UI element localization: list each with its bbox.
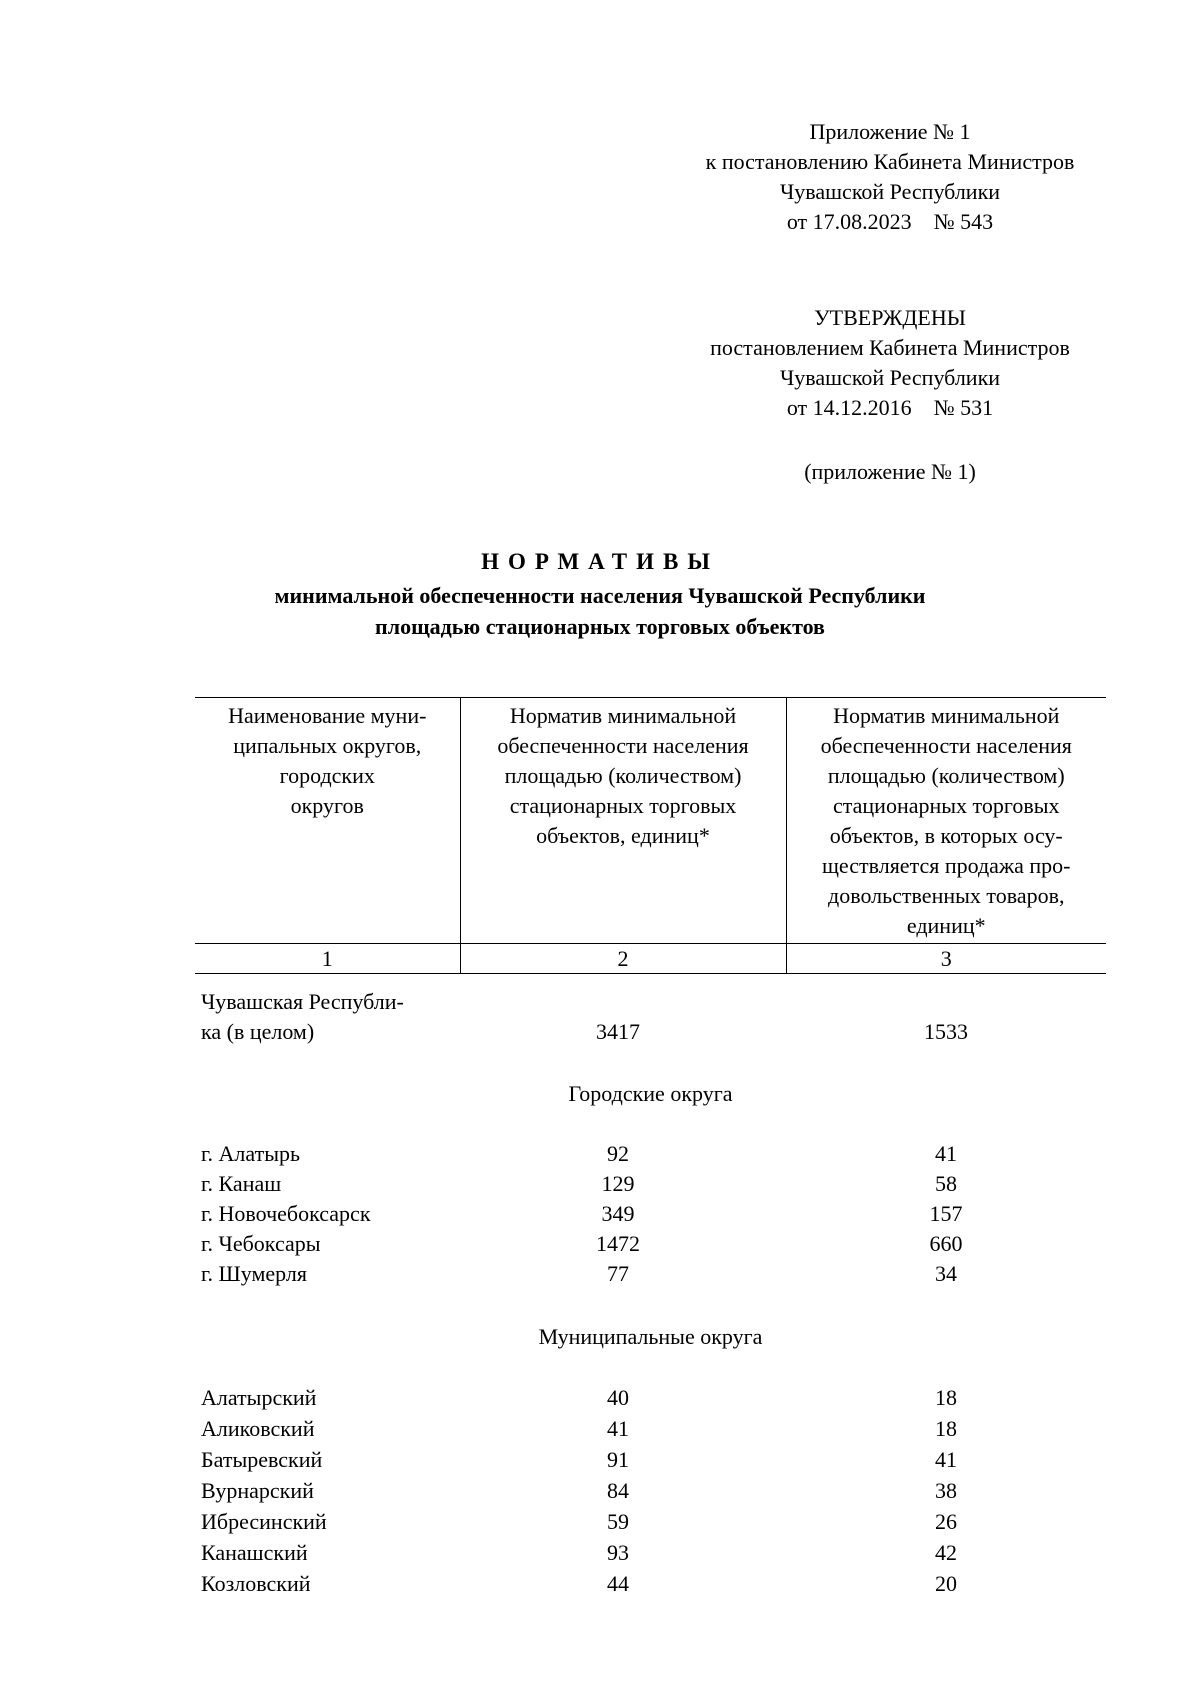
row-name: г. Новочебоксарск <box>201 1201 371 1226</box>
table-row <box>195 1229 1106 1259</box>
approved-line: постановлением Кабинета Министров <box>710 335 1070 360</box>
row-value-total: 1472 <box>596 1231 640 1256</box>
row-value-total: 91 <box>607 1447 629 1472</box>
column-number: 1 <box>195 944 460 974</box>
row-name: Алатырский <box>201 1385 317 1410</box>
row-name: Батыревский <box>201 1447 323 1472</box>
row-name: г. Алатырь <box>201 1141 301 1166</box>
column-header-total-norm: Норматив минимальной обеспеченности населения площадью (количеством) стационарных торговых объектов, единиц* <box>460 698 786 944</box>
row-value-food: 41 <box>935 1447 957 1472</box>
table-row <box>195 1569 1106 1599</box>
row-value-total: 93 <box>607 1540 629 1565</box>
column-header-name: Наименование муни- ципальных округов, городских округов <box>195 698 460 944</box>
appendix-line: Приложение № 1 <box>809 119 971 144</box>
table-row <box>195 1259 1106 1289</box>
row-value-food: 42 <box>935 1540 957 1565</box>
row-value-total: 3417 <box>596 1019 640 1044</box>
row-value-total: 44 <box>607 1571 629 1596</box>
row-value-food: 58 <box>935 1171 957 1196</box>
row-name: Чувашская Республи- <box>201 989 404 1014</box>
subtitle-line: площадью стационарных торговых объектов <box>375 614 825 639</box>
document-title: НОРМАТИВЫ <box>481 549 719 574</box>
approved-line: Чувашской Республики <box>779 365 1001 390</box>
column-number: 3 <box>786 944 1106 974</box>
table-row <box>195 1538 1106 1568</box>
row-value-food: 157 <box>929 1201 963 1226</box>
row-name: г. Шумерля <box>201 1261 307 1286</box>
table-row <box>195 1414 1106 1444</box>
approved-line: от 14.12.2016 № 531 <box>786 395 994 420</box>
appendix-line: к постановлению Кабинета Министров <box>705 149 1075 174</box>
table-row <box>195 1476 1106 1506</box>
row-value-food: 20 <box>935 1571 957 1596</box>
row-value-food: 1533 <box>924 1019 968 1044</box>
row-value-food: 18 <box>935 1385 957 1410</box>
row-value-food: 41 <box>935 1141 957 1166</box>
table-row <box>195 1169 1106 1199</box>
row-value-total: 59 <box>607 1509 629 1534</box>
row-value-total: 77 <box>607 1261 629 1286</box>
norms-table-header <box>195 697 1106 974</box>
row-name: г. Чебоксары <box>201 1231 321 1256</box>
approved-block <box>640 303 1140 423</box>
row-name: Канашский <box>201 1540 308 1565</box>
appendix-block <box>640 117 1140 237</box>
table-row-total <box>195 987 1106 1017</box>
row-value-food: 38 <box>935 1478 957 1503</box>
row-value-total: 92 <box>607 1141 629 1166</box>
appendix-line: Чувашской Республики <box>779 179 1001 204</box>
table-row-total <box>195 1017 1106 1047</box>
document-subtitle <box>0 580 1200 642</box>
row-value-total: 41 <box>607 1416 629 1441</box>
row-value-total: 84 <box>607 1478 629 1503</box>
table-row <box>195 1199 1106 1229</box>
approved-line: УТВЕРЖДЕНЫ <box>814 305 966 330</box>
row-value-food: 26 <box>935 1509 957 1534</box>
row-name: Ибресинский <box>201 1509 327 1534</box>
row-name: ка (в целом) <box>201 1019 315 1044</box>
subtitle-line: минимальной обеспеченности населения Чувашской Республики <box>274 583 926 608</box>
row-name: Вурнарский <box>201 1478 314 1503</box>
section-heading-urban: Городские округа <box>568 1081 733 1106</box>
table-row <box>195 1383 1106 1413</box>
approved-note: (приложение № 1) <box>804 459 976 484</box>
table-row <box>195 1507 1106 1537</box>
row-value-food: 34 <box>935 1261 957 1286</box>
row-name: Козловский <box>201 1571 311 1596</box>
row-value-total: 349 <box>601 1201 635 1226</box>
row-name: Аликовский <box>201 1416 315 1441</box>
section-heading-municipal: Муниципальные округа <box>538 1324 763 1349</box>
column-header-food-norm: Норматив минимальной обеспеченности населения площадью (количеством) стационарных торговых объектов, в которых осу- ществляется продажа про- довольственных товаров, единиц* <box>786 698 1106 944</box>
table-row <box>195 1139 1106 1169</box>
appendix-line: от 17.08.2023 № 543 <box>786 209 994 234</box>
column-number: 2 <box>460 944 786 974</box>
row-value-food: 18 <box>935 1416 957 1441</box>
row-value-total: 129 <box>601 1171 635 1196</box>
table-row <box>195 1445 1106 1475</box>
row-value-food: 660 <box>929 1231 963 1256</box>
row-name: г. Канаш <box>201 1171 282 1196</box>
row-value-total: 40 <box>607 1385 629 1410</box>
